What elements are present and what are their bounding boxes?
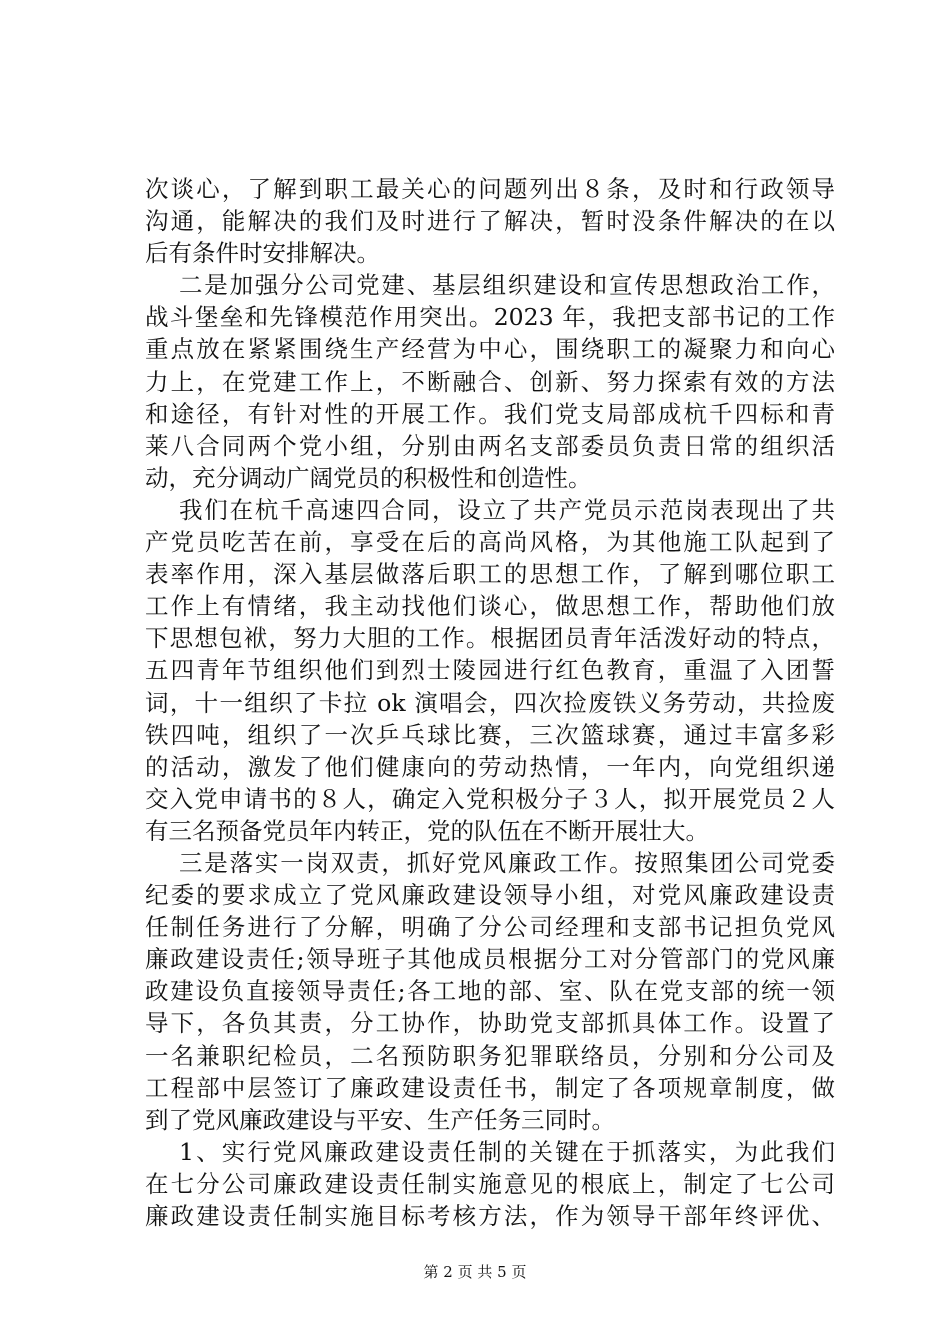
text-line: 有三名预备党员年内转正，党的队伍在不断开展壮大。 <box>145 816 709 845</box>
text-line: 交入党申请书的８人，确定入党积极分子３人，拟开展党员２人 <box>145 784 835 813</box>
text-line: 莱八合同两个党小组，分别由两名支部委员负责日常的组织活 <box>145 431 835 460</box>
text-line: 廉政建设责任;领导班子其他成员根据分工对分管部门的党风廉 <box>145 945 835 974</box>
text-line: 铁四吨，组织了一次乒乓球比赛，三次篮球赛，通过丰富多彩 <box>145 720 835 749</box>
text-line: 沟通，能解决的我们及时进行了解决，暂时没条件解决的在以 <box>145 207 835 236</box>
page-number-footer: 第 2 页 共 5 页 <box>423 1263 527 1281</box>
text-line: 表率作用，深入基层做落后职工的思想工作，了解到哪位职工 <box>145 560 835 589</box>
text-line: 导下，各负其责，分工协作，协助党支部抓具体工作。设置了 <box>145 1009 835 1038</box>
text-line: 到了党风廉政建设与平安、生产任务三同时。 <box>145 1105 615 1134</box>
paragraph-first-line: 我们在杭千高速四合同，设立了共产党员示范岗表现出了共 <box>179 495 835 524</box>
text-line: 廉政建设责任制实施目标考核方法，作为领导干部年终评优、 <box>145 1202 835 1230</box>
paragraph-first-line: 三是落实一岗双责，抓好党风廉政工作。按照集团公司党委 <box>179 848 835 877</box>
text-line: 力上，在党建工作上，不断融合、创新、努力探索有效的方法 <box>145 367 835 396</box>
text-line: 政建设负直接领导责任;各工地的部、室、队在党支部的统一领 <box>145 977 835 1006</box>
text-line: 重点放在紧紧围绕生产经营为中心，围绕职工的凝聚力和向心 <box>145 335 835 364</box>
text-line: 五四青年节组织他们到烈士陵园进行红色教育，重温了入团誓 <box>145 656 835 685</box>
document-body <box>145 173 835 1232</box>
paragraph-first-line: 二是加强分公司党建、基层组织建设和宣传思想政治工作， <box>179 271 835 300</box>
text-line: 后有条件时安排解决。 <box>145 239 380 268</box>
text-line: 战斗堡垒和先锋模范作用突出。2023 年，我把支部书记的工作 <box>145 303 835 332</box>
text-line: 在七分公司廉政建设责任制实施意见的根底上，制定了七公司 <box>145 1169 835 1198</box>
text-line: 一名兼职纪检员，二名预防职务犯罪联络员，分别和分公司及 <box>145 1041 835 1070</box>
text-line: 工程部中层签订了廉政建设责任书，制定了各项规章制度，做 <box>145 1073 835 1102</box>
text-line: 次谈心，了解到职工最关心的问题列出８条，及时和行政领导 <box>145 175 835 203</box>
text-line: 和途径，有针对性的开展工作。我们党支局部成杭千四标和青 <box>145 399 835 428</box>
text-line: 下思想包袱，努力大胆的工作。根据团员青年活泼好动的特点， <box>145 624 835 653</box>
text-line: 产党员吃苦在前，享受在后的高尚风格，为其他施工队起到了 <box>145 528 835 557</box>
text-line: 动，充分调动广阔党员的积极性和创造性。 <box>145 463 592 492</box>
text-line: 工作上有情绪，我主动找他们谈心，做思想工作，帮助他们放 <box>145 592 835 621</box>
text-line: 任制任务进行了分解，明确了分公司经理和支部书记担负党风 <box>145 913 835 942</box>
paragraph-first-line: 1、实行党风廉政建设责任制的关键在于抓落实，为此我们 <box>179 1137 835 1166</box>
text-line: 纪委的要求成立了党风廉政建设领导小组，对党风廉政建设责 <box>145 881 835 910</box>
text-line: 词，十一组织了卡拉 ok 演唱会，四次捡废铁义务劳动，共捡废 <box>145 688 835 717</box>
text-line: 的活动，激发了他们健康向的劳动热情，一年内，向党组织递 <box>145 752 835 781</box>
